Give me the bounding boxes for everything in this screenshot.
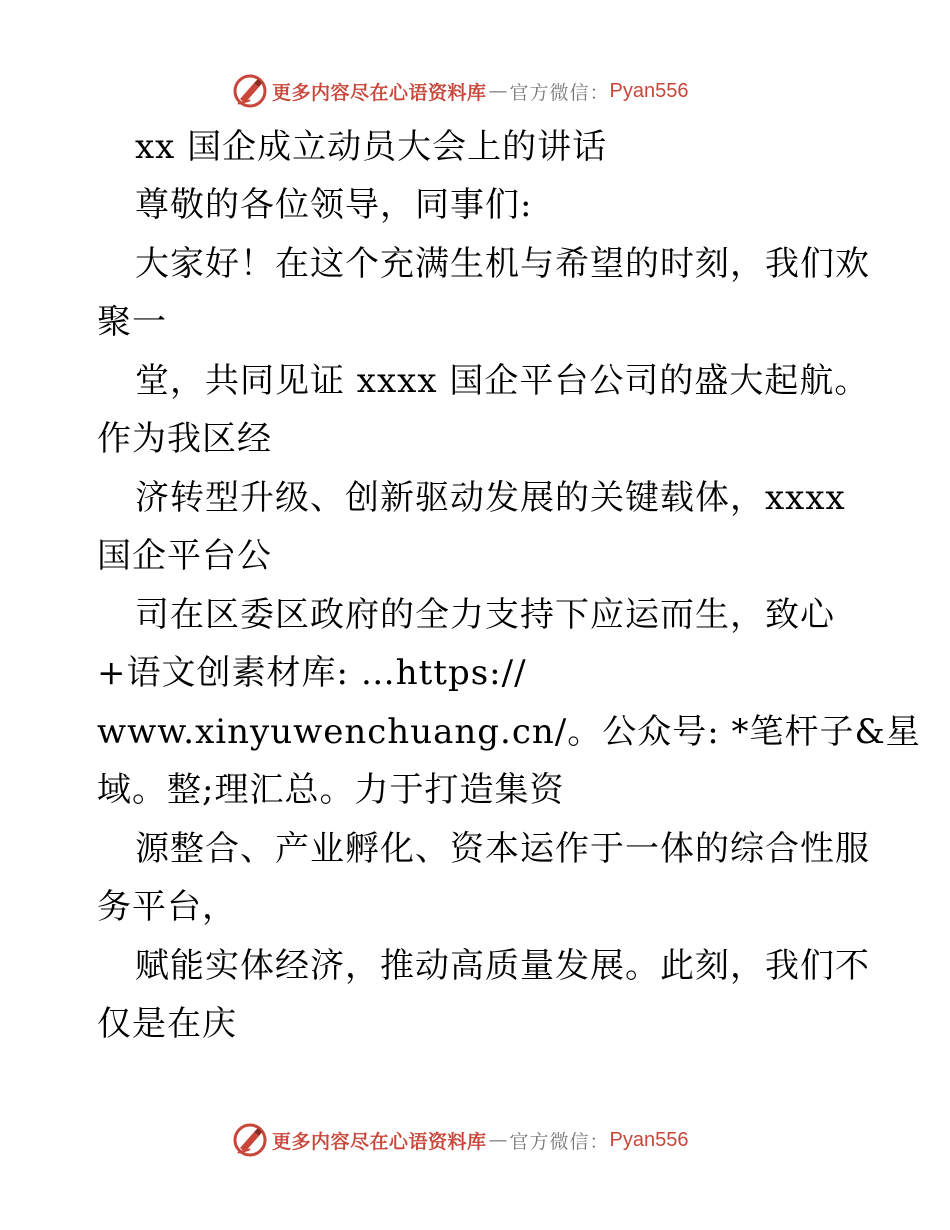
paragraph-line: 作为我区经 xyxy=(97,419,272,459)
pen-logo-icon xyxy=(232,1122,268,1158)
paragraph-line: 大家好！在这个充满生机与希望的时刻，我们欢 xyxy=(135,244,870,284)
promo-line: www.xinyuwenchuang.cn/。公众号: *笔杆子&星 xyxy=(97,712,921,752)
banner-separator: — xyxy=(488,80,508,102)
promo-line: 域。整;理汇总。力于打造集资 xyxy=(97,770,565,810)
banner-wechat-label: 官方微信： xyxy=(509,1130,610,1153)
banner-main-text: 更多内容尽在心语资料库 xyxy=(272,1130,487,1153)
paragraph-line: 赋能实体经济，推动高质量发展。此刻，我们不 xyxy=(135,946,870,986)
banner-wechat-id: Pyan556 xyxy=(609,1128,689,1151)
paragraph-line: 仅是在庆 xyxy=(97,1004,237,1044)
banner-wechat-id: Pyan556 xyxy=(609,79,689,102)
document-title: xx 国企成立动员大会上的讲话 xyxy=(135,127,608,167)
paragraph-line: 堂，共同见证 xxxx 国企平台公司的盛大起航。 xyxy=(135,361,870,401)
footer-banner xyxy=(232,1120,689,1160)
banner-main-text: 更多内容尽在心语资料库 xyxy=(272,81,487,104)
paragraph-line: 务平台， xyxy=(97,887,237,927)
paragraph-line: 聚一 xyxy=(97,302,167,342)
promo-line: +语文创素材库: …https:// xyxy=(97,653,527,693)
salutation-line: 尊敬的各位领导，同事们: xyxy=(135,185,533,225)
paragraph-line: 源整合、产业孵化、资本运作于一体的综合性服 xyxy=(135,829,870,869)
paragraph-line: 济转型升级、创新驱动发展的关键载体，xxxx xyxy=(135,478,846,518)
banner-separator: — xyxy=(488,1129,508,1151)
paragraph-line: 国企平台公 xyxy=(97,536,272,576)
banner-wechat-label: 官方微信： xyxy=(509,81,610,104)
paragraph-line: 司在区委区政府的全力支持下应运而生，致心 xyxy=(135,595,835,635)
